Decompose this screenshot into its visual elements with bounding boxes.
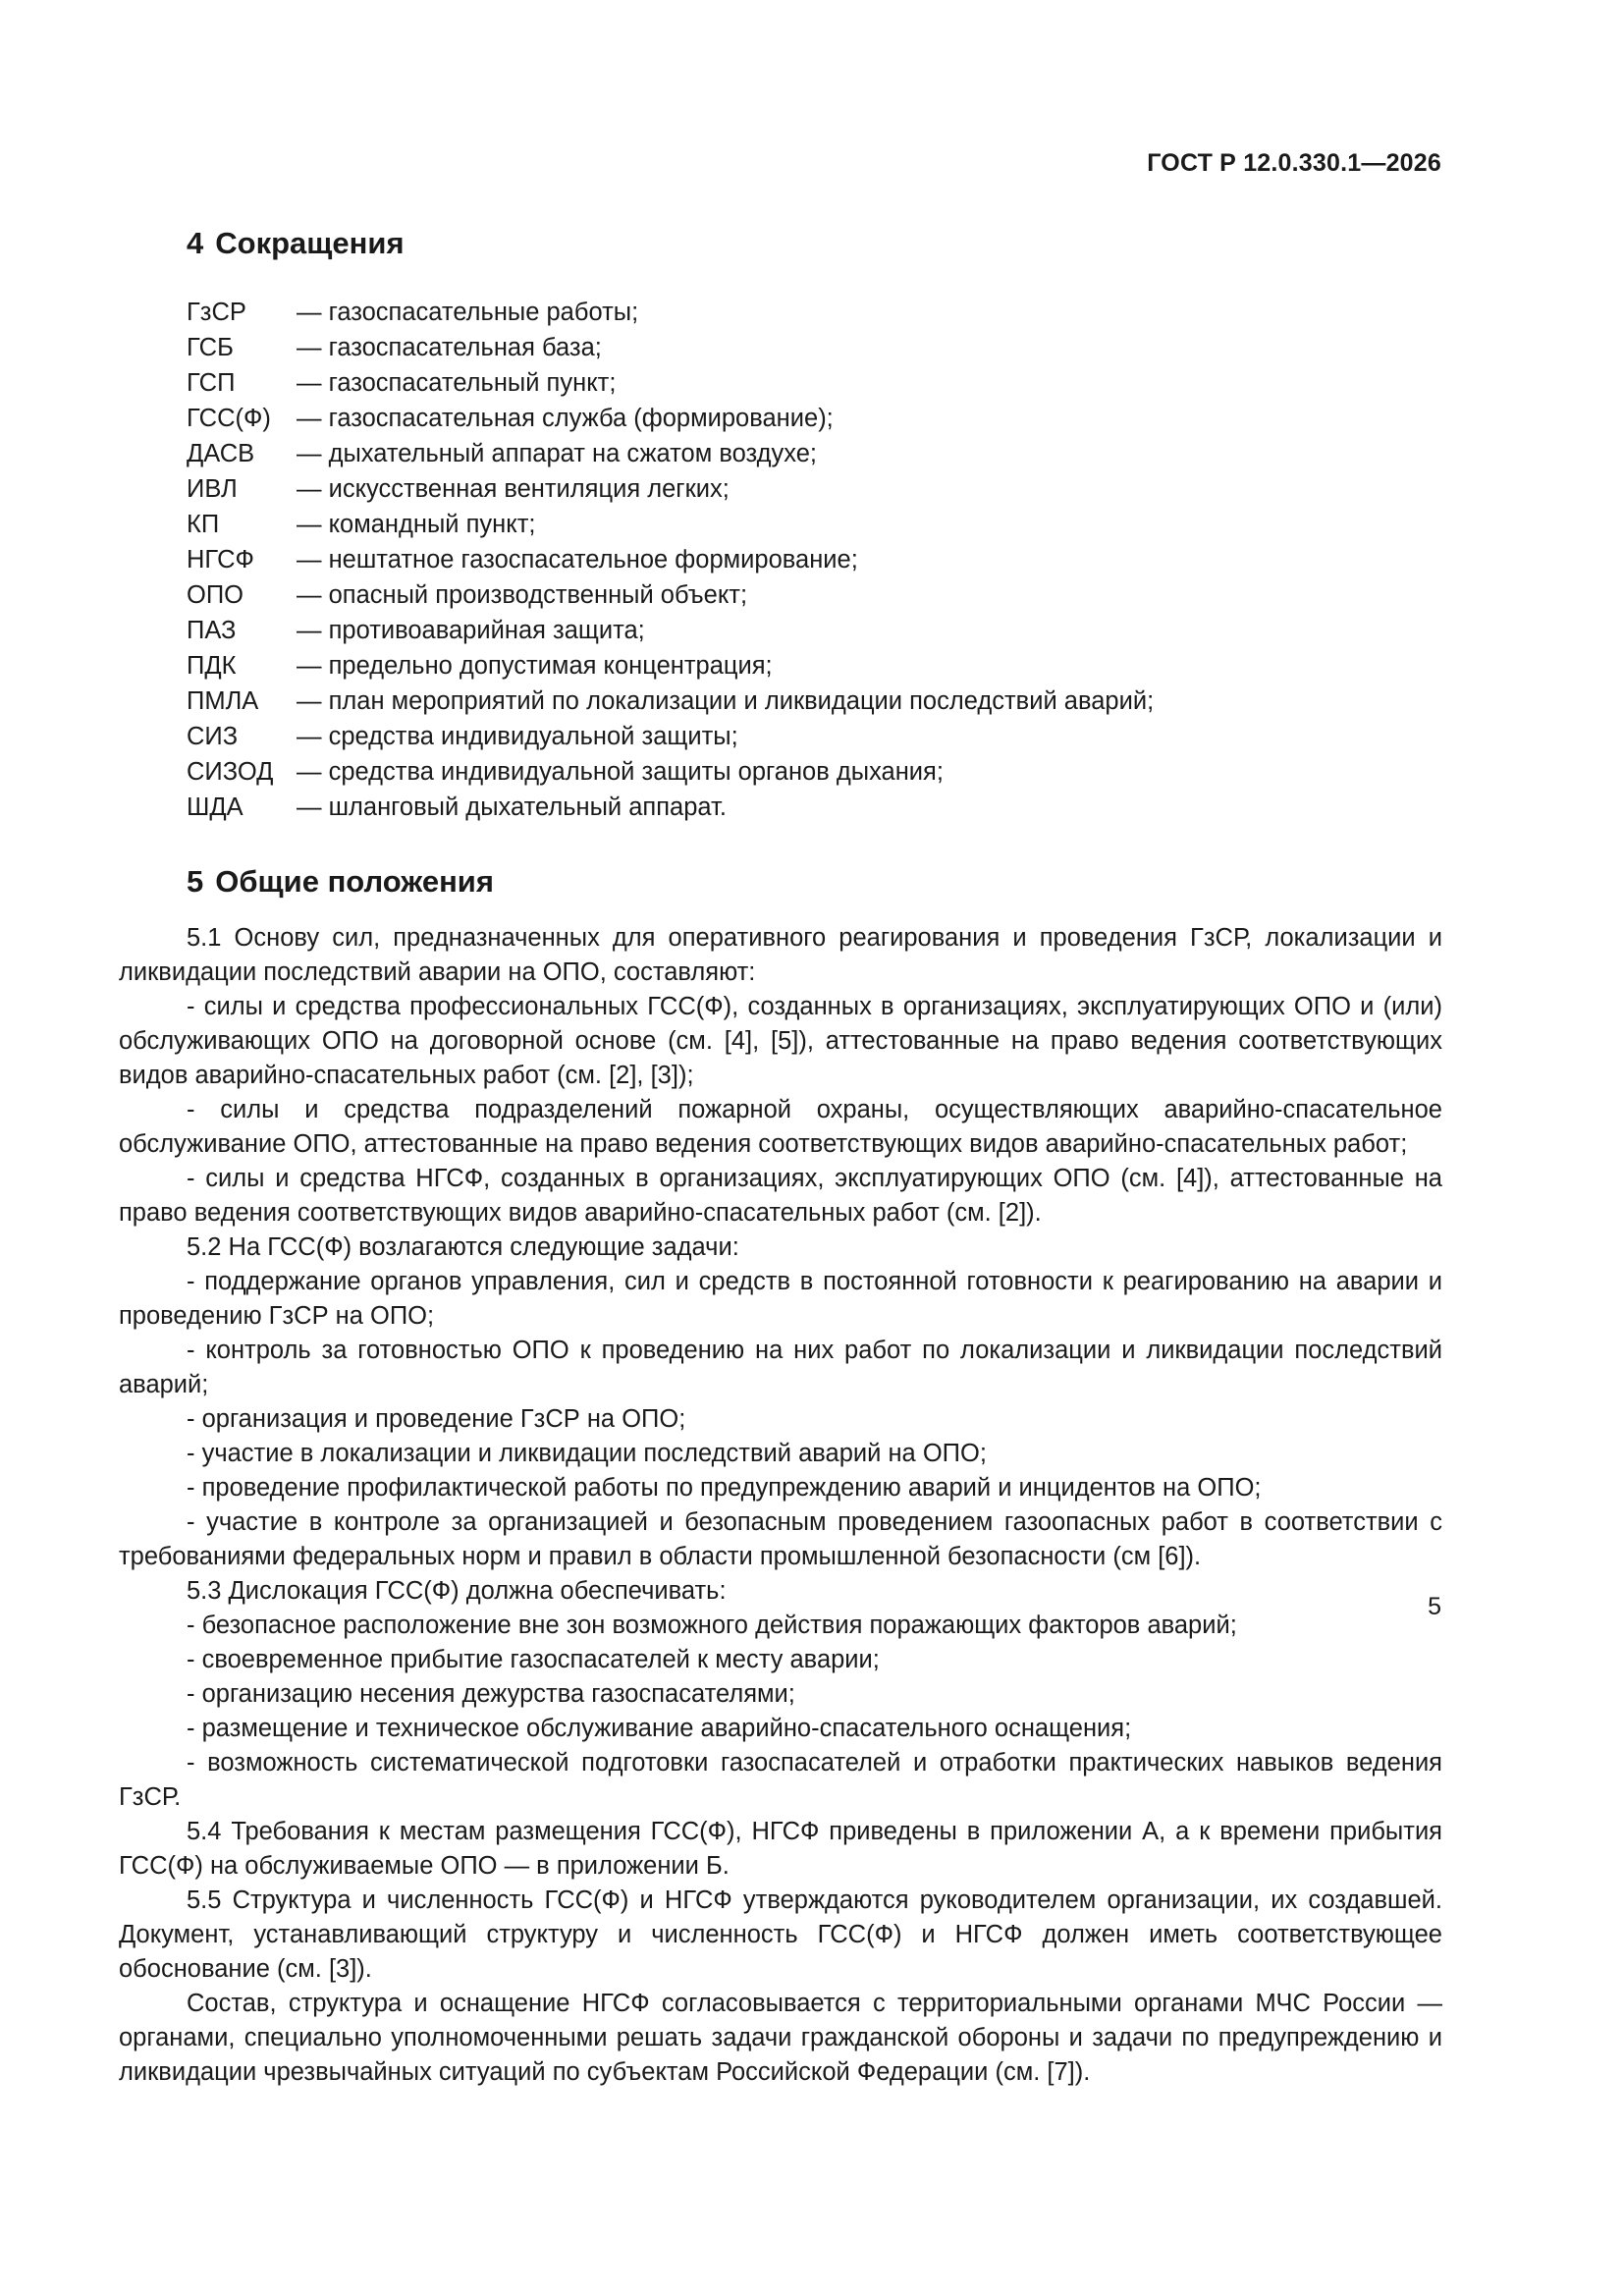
section-5-number: 5 xyxy=(187,864,204,899)
abbreviation-term: КП xyxy=(187,511,220,538)
paragraph: - организация и проведение ГзСР на ОПО; xyxy=(187,1405,686,1433)
abbreviation-item xyxy=(187,471,1267,507)
paragraph: - участие в локализации и ликвидации последствий аварий на ОПО; xyxy=(187,1440,987,1467)
paragraph: 5.5 Структура и численность ГСС(Ф) и НГСФ утверждаются руководителем организации, их создавшей. Документ, устанавливающий структуру и численность ГСС(Ф) и НГСФ должен иметь соответствующее обоснование (см. [3]). xyxy=(119,1886,1442,1983)
abbreviation-term: ДАСВ xyxy=(187,440,255,467)
paragraph: - силы и средства подразделений пожарной охраны, осуществляющих аварийно-спасательное обслуживание ОПО, аттестованные на право ведения соответствующих видов аварийно-спасательных работ; xyxy=(119,1096,1442,1158)
abbreviation-item xyxy=(187,754,1267,790)
paragraph: - силы и средства НГСФ, созданных в организациях, эксплуатирующих ОПО (см. [4]), аттестованные на право ведения соответствующих видов аварийно-спасательных работ (см. [2]). xyxy=(119,1165,1442,1227)
abbreviation-term: ГСП xyxy=(187,369,236,397)
abbreviation-term: ГзСР xyxy=(187,299,246,326)
abbreviation-definition: — газоспасательные работы; xyxy=(297,299,639,326)
paragraph: - проведение профилактической работы по предупреждению аварий и инцидентов на ОПО; xyxy=(187,1474,1262,1502)
paragraph: - поддержание органов управления, сил и средств в постоянной готовности к реагированию на аварии и проведению ГзСР на ОПО; xyxy=(119,1268,1442,1330)
abbreviation-term: ОПО xyxy=(187,581,243,609)
abbreviation-term: СИЗ xyxy=(187,723,239,750)
section-5-title: Общие положения xyxy=(215,864,494,899)
abbreviation-term: ПДК xyxy=(187,652,237,680)
page-number: 5 xyxy=(1428,1593,1441,1620)
abbreviation-item xyxy=(187,295,1267,330)
abbreviation-term: ПАЗ xyxy=(187,617,237,644)
abbreviation-definition: — искусственная вентиляция легких; xyxy=(297,475,730,503)
abbreviation-item xyxy=(187,683,1267,719)
abbreviation-definition: — шланговый дыхательный аппарат. xyxy=(297,793,727,821)
abbreviation-item xyxy=(187,365,1267,401)
abbreviations-list xyxy=(187,295,1267,825)
section-4-heading xyxy=(187,226,405,261)
abbreviation-definition: — предельно допустимая концентрация; xyxy=(297,652,773,680)
abbreviation-definition: — средства индивидуальной защиты органов дыхания; xyxy=(297,758,944,786)
section-5-heading xyxy=(187,864,494,900)
paragraph: 5.2 На ГСС(Ф) возлагаются следующие задачи: xyxy=(187,1233,739,1261)
paragraph: - своевременное прибытие газоспасателей к месту аварии; xyxy=(187,1646,880,1673)
abbreviation-definition: — дыхательный аппарат на сжатом воздухе; xyxy=(297,440,817,467)
section-4-title: Сокращения xyxy=(215,226,405,260)
paragraph: 5.3 Дислокация ГСС(Ф) должна обеспечивать: xyxy=(187,1577,727,1605)
abbreviation-item xyxy=(187,648,1267,683)
abbreviation-definition: — противоаварийная защита; xyxy=(297,617,645,644)
abbreviation-definition: — командный пункт; xyxy=(297,511,536,538)
paragraph: 5.1 Основу сил, предназначенных для оперативного реагирования и проведения ГзСР, локализации и ликвидации последствий аварии на ОПО, составляют: xyxy=(119,924,1442,986)
paragraph: - контроль за готовностью ОПО к проведению на них работ по локализации и ликвидации последствий аварий; xyxy=(119,1337,1442,1398)
abbreviation-definition: — газоспасательная служба (формирование); xyxy=(297,405,834,432)
paragraph: - размещение и техническое обслуживание аварийно-спасательного оснащения; xyxy=(187,1715,1132,1742)
abbreviation-item xyxy=(187,507,1267,542)
section-5-body xyxy=(119,921,1442,2090)
abbreviation-term: ШДА xyxy=(187,793,243,821)
paragraph: - участие в контроле за организацией и безопасным проведением газоопасных работ в соответствии с требованиями федеральных норм и правил в области промышленной безопасности (см [6]). xyxy=(119,1508,1442,1570)
abbreviation-term: ИВЛ xyxy=(187,475,238,503)
abbreviation-definition: — средства индивидуальной защиты; xyxy=(297,723,738,750)
abbreviation-definition: — нештатное газоспасательное формирование; xyxy=(297,546,858,574)
abbreviation-term: СИЗОД xyxy=(187,758,274,786)
abbreviation-item xyxy=(187,542,1267,577)
abbreviation-item xyxy=(187,790,1267,825)
paragraph: - организацию несения дежурства газоспасателями; xyxy=(187,1680,795,1708)
abbreviation-item xyxy=(187,577,1267,613)
abbreviation-term: ГСБ xyxy=(187,334,234,361)
abbreviation-term: НГСФ xyxy=(187,546,254,574)
abbreviation-definition: — газоспасательная база; xyxy=(297,334,602,361)
abbreviation-definition: — план мероприятий по локализации и ликвидации последствий аварий; xyxy=(297,687,1155,715)
abbreviation-definition: — опасный производственный объект; xyxy=(297,581,748,609)
abbreviation-item xyxy=(187,436,1267,471)
paragraph: - безопасное расположение вне зон возможного действия поражающих факторов аварий; xyxy=(187,1612,1237,1639)
section-4-number: 4 xyxy=(187,226,204,260)
abbreviation-item xyxy=(187,613,1267,648)
paragraph: - возможность систематической подготовки газоспасателей и отработки практических навыков ведения ГзСР. xyxy=(119,1749,1442,1811)
abbreviation-definition: — газоспасательный пункт; xyxy=(297,369,617,397)
abbreviation-item xyxy=(187,401,1267,436)
document-code: ГОСТ Р 12.0.330.1—2026 xyxy=(1147,149,1441,177)
abbreviation-item xyxy=(187,330,1267,365)
paragraph: Состав, структура и оснащение НГСФ согласовывается с территориальными органами МЧС России — органами, специально уполномоченными решать задачи гражданской обороны и задачи по предупреждению и ликвидации чрезвычайных ситуаций по субъектам Российской Федерации (см. [7]). xyxy=(119,1990,1442,2086)
abbreviation-term: ПМЛА xyxy=(187,687,259,715)
abbreviation-term: ГСС(Ф) xyxy=(187,405,271,432)
paragraph: - силы и средства профессиональных ГСС(Ф), созданных в организациях, эксплуатирующих ОПО и (или) обслуживающих ОПО на договорной основе (см. [4], [5]), аттестованные на право ведения соответствующих видов аварийно-спасательных работ (см. [2], [3]); xyxy=(119,993,1442,1089)
paragraph: 5.4 Требования к местам размещения ГСС(Ф), НГСФ приведены в приложении А, а к времени прибытия ГСС(Ф) на обслуживаемые ОПО — в приложении Б. xyxy=(119,1818,1442,1880)
abbreviation-item xyxy=(187,719,1267,754)
